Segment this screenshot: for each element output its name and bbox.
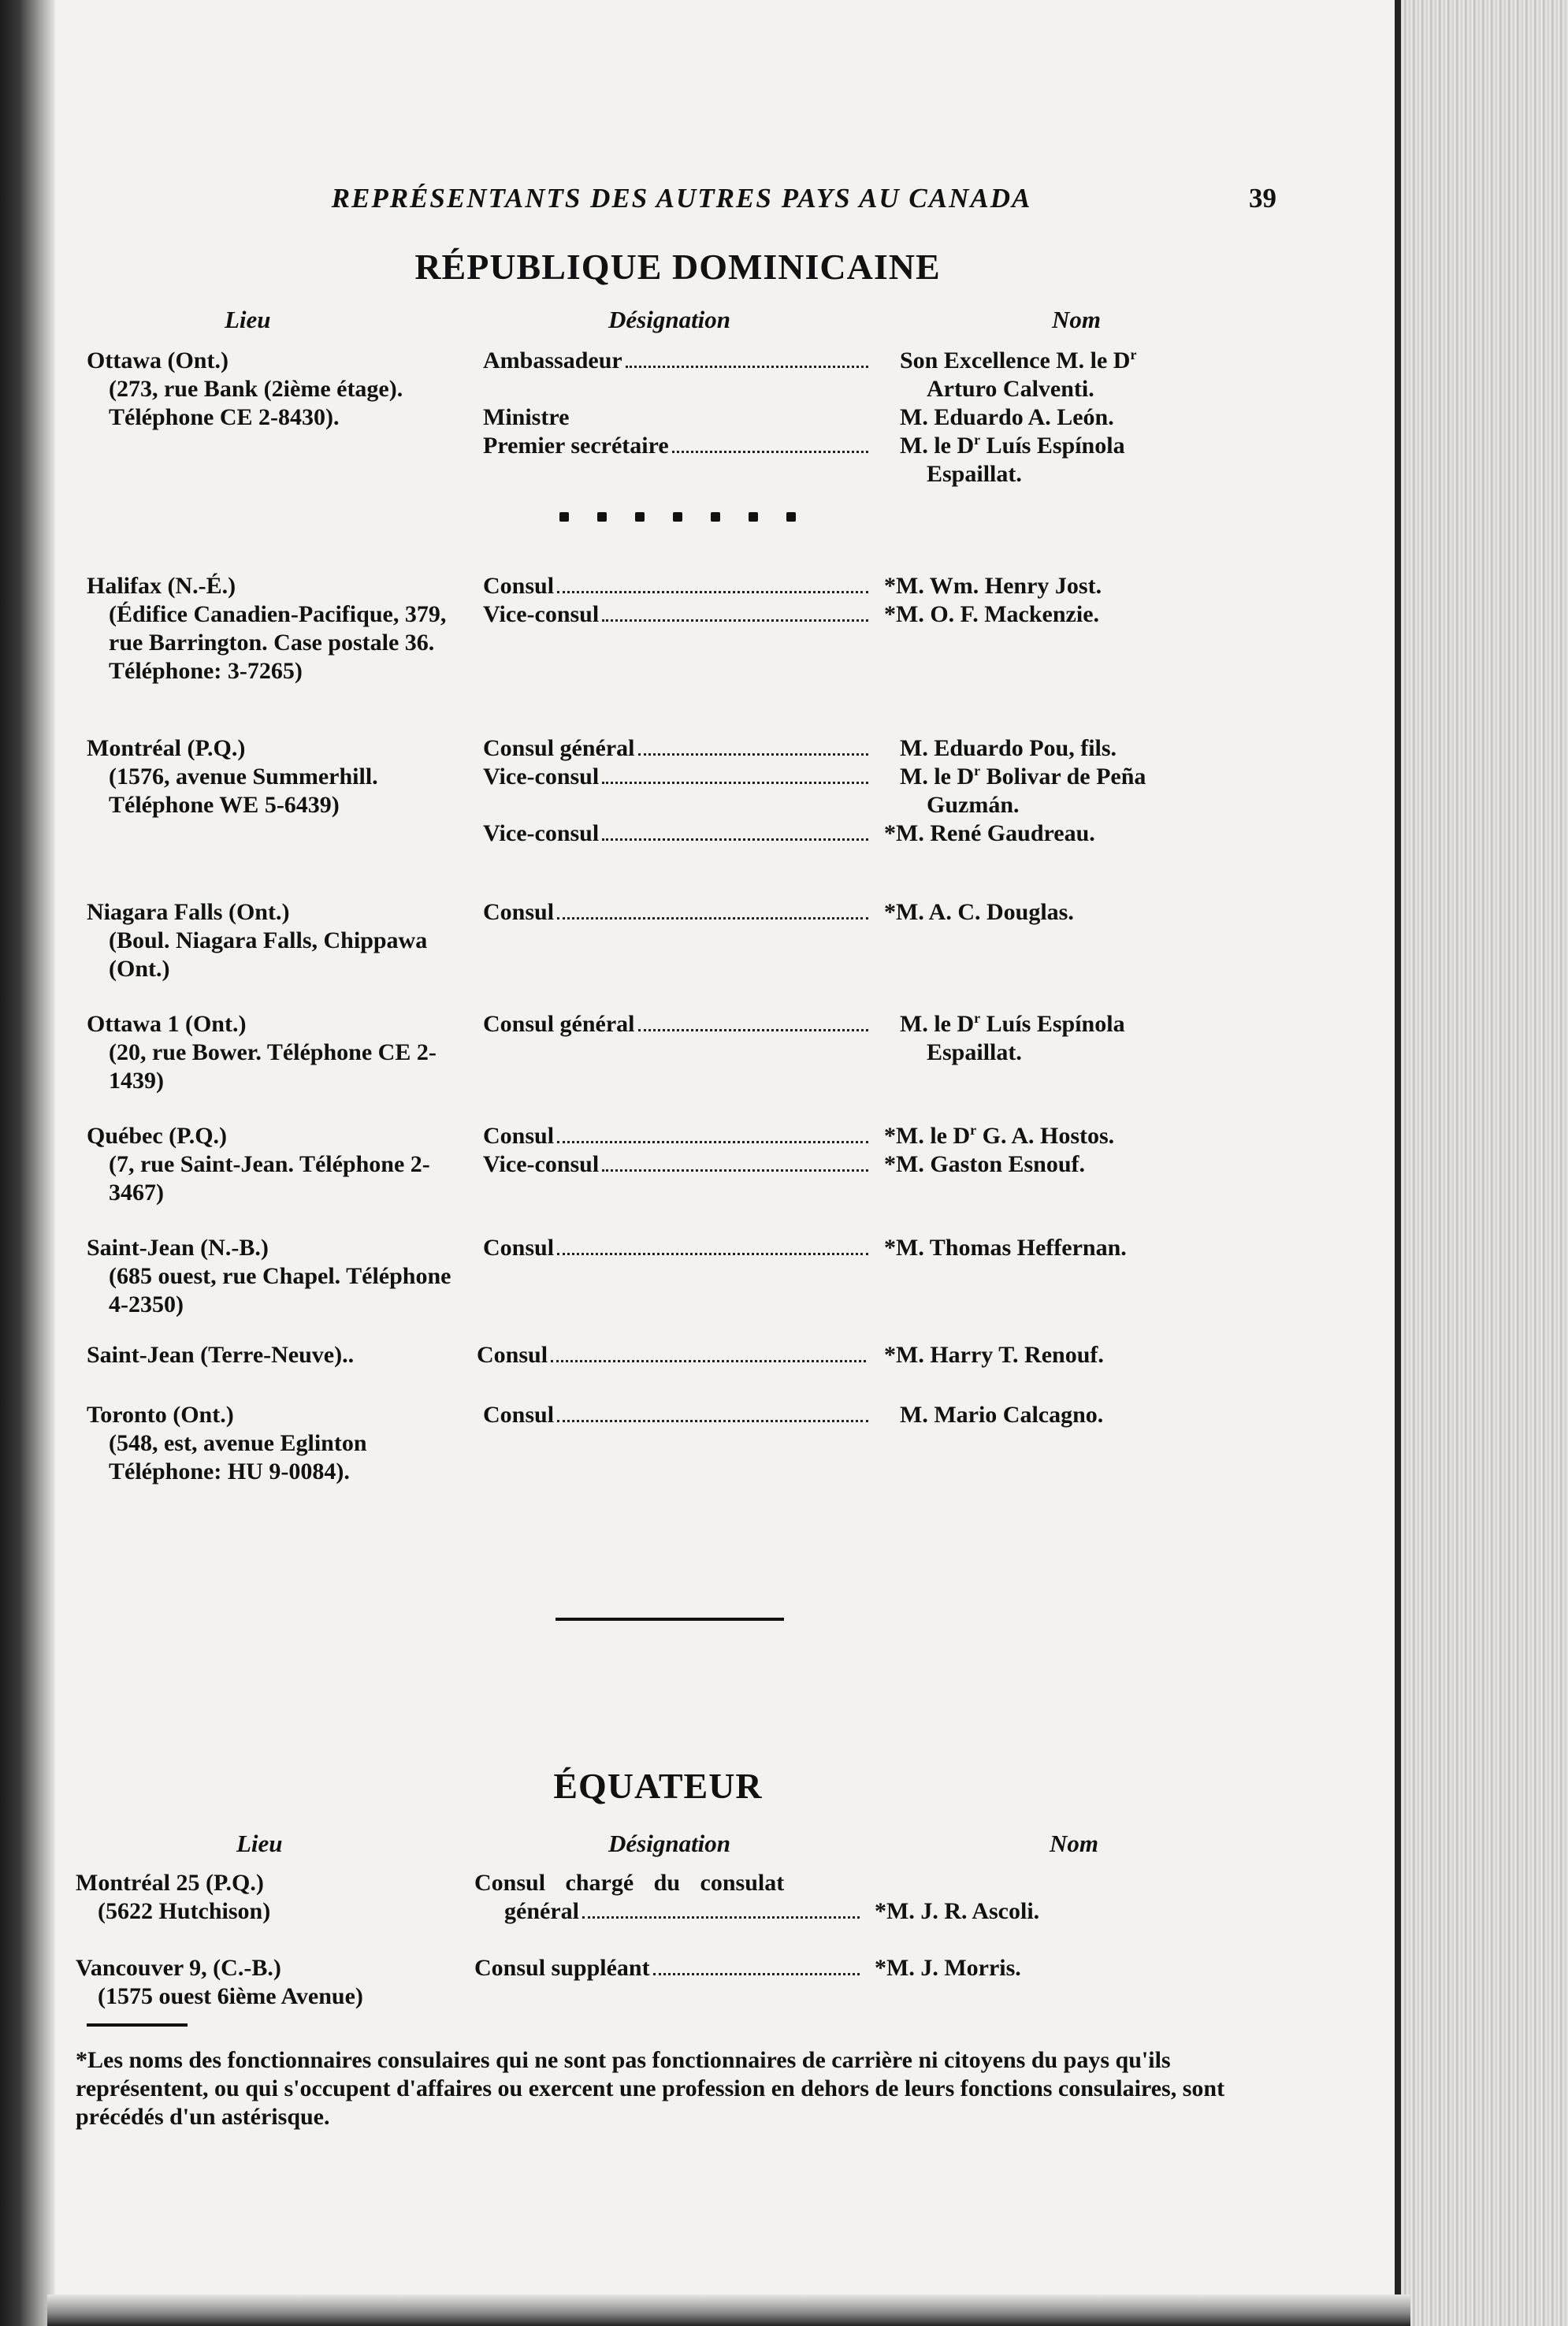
entry-roles bbox=[483, 1010, 873, 1039]
entry-lieu bbox=[76, 1869, 446, 1926]
role-line: Consul bbox=[483, 1401, 873, 1429]
entry-names: *M. A. C. Douglas. bbox=[884, 899, 1074, 925]
role-line: général bbox=[474, 1897, 864, 1926]
entry-address: (Boul. Niagara Falls, Chippawa (Ont.) bbox=[109, 927, 428, 982]
entry-names: *M. Wm. Henry Jost. *M. O. F. Mackenzie. bbox=[884, 573, 1102, 627]
entry-lieu bbox=[87, 347, 457, 432]
entry-city: Montréal 25 (P.Q.) bbox=[76, 1870, 264, 1896]
column-header-nom: Nom bbox=[1052, 306, 1101, 333]
entry-address: (685 ouest, rue Chapel. Téléphone 4-2350) bbox=[109, 1263, 451, 1317]
footnote-rule bbox=[87, 2023, 188, 2027]
entry-city: Vancouver 9, (C.-B.) bbox=[76, 1955, 281, 1981]
role-line: Consul bbox=[483, 1234, 873, 1262]
entry-roles bbox=[474, 1954, 864, 1982]
entry-lieu bbox=[87, 572, 457, 686]
entry-names: *M. Thomas Heffernan. bbox=[884, 1235, 1127, 1261]
entry-address: (5622 Hutchison) bbox=[98, 1898, 271, 1924]
entry-city: Halifax (N.-É.) bbox=[87, 573, 236, 599]
role-line: Premier secrétaire bbox=[483, 432, 873, 460]
entry-lieu bbox=[87, 1234, 457, 1319]
column-header-designation: Désignation bbox=[608, 306, 731, 333]
section-title-dominicaine: RÉPUBLIQUE DOMINICAINE bbox=[414, 247, 941, 287]
entry-address: (1576, avenue Summerhill. Téléphone WE 5-6439) bbox=[109, 764, 378, 818]
entry-roles bbox=[483, 347, 873, 460]
entry-lieu bbox=[87, 1122, 457, 1207]
role-line: Consul bbox=[483, 572, 873, 600]
entry-address: (Édifice Canadien-Pacifique, 379, rue Barrington. Case postale 36. Téléphone: 3-7265) bbox=[109, 601, 447, 684]
role-line: Vice-consul bbox=[483, 763, 873, 791]
entry-address: (7, rue Saint-Jean. Téléphone 2-3467) bbox=[109, 1151, 430, 1206]
entry-roles bbox=[474, 1869, 868, 1926]
role-line: Consul bbox=[483, 1122, 873, 1150]
column-header-lieu: Lieu bbox=[225, 306, 271, 333]
entry-roles bbox=[483, 572, 873, 629]
page-edge-bottom bbox=[47, 2294, 1410, 2326]
column-header-lieu: Lieu bbox=[236, 1830, 283, 1857]
role-line: Ministre bbox=[483, 404, 570, 430]
running-title: REPRÉSENTANTS DES AUTRES PAYS AU CANADA bbox=[331, 183, 1032, 214]
role-line: Vice-consul bbox=[483, 1150, 873, 1179]
entry-city: Saint-Jean (N.-B.) bbox=[87, 1235, 269, 1261]
entry-names: M. Mario Calcagno. bbox=[900, 1402, 1104, 1428]
entry-roles bbox=[477, 1341, 871, 1369]
entry-names: *M. J. R. Ascoli. bbox=[875, 1898, 1040, 1924]
entry-city: Ottawa (Ont.) bbox=[87, 347, 229, 373]
entry-lieu bbox=[87, 898, 457, 983]
entry-lieu bbox=[87, 1401, 457, 1486]
entry-lieu bbox=[87, 734, 457, 819]
entry-names: *M. Harry T. Renouf. bbox=[884, 1342, 1104, 1368]
entry-names: Son Excellence M. le $D^r$ Arturo Calventi. M. Eduardo A. León. M. le $D^r$ Luís Espínola Espaillat. bbox=[900, 347, 1137, 487]
column-header-nom: Nom bbox=[1050, 1830, 1098, 1857]
footnote: *Les noms des fonctionnaires consulaires qui ne sont pas fonctionnaires de carrière ni citoyens du pays qu'ils représentent, ou qui s'occupent d'affaires ou exercent une profession en dehors de leurs fonctions consulaires, sont précédés d'un astérisque. bbox=[76, 2047, 1225, 2130]
entry-lieu bbox=[76, 1954, 446, 2011]
entry-roles bbox=[483, 1122, 873, 1179]
entry-names: M. le $D^r$ Luís Espínola Espaillat. bbox=[900, 1010, 1125, 1065]
entry-lieu bbox=[87, 1010, 457, 1095]
role-line: Vice-consul bbox=[483, 600, 873, 629]
section-title-equateur: ÉQUATEUR bbox=[553, 1766, 763, 1806]
page-stack-edge-right bbox=[1395, 0, 1568, 2326]
entry-city: Saint-Jean (Terre-Neuve).. bbox=[87, 1342, 355, 1368]
entry-city: Toronto (Ont.) bbox=[87, 1402, 234, 1428]
entry-roles bbox=[483, 898, 873, 927]
column-header-designation: Désignation bbox=[608, 1830, 731, 1857]
running-head bbox=[87, 183, 1276, 222]
entry-names: M. Eduardo Pou, fils. M. le $D^r$ Bolivar de Peña Guzmán. *M. René Gaudreau. bbox=[884, 735, 1146, 846]
entry-names: *M. le $D^r$ G. A. Hostos. *M. Gaston Esnouf. bbox=[884, 1122, 1115, 1177]
role-line: Vice-consul bbox=[483, 819, 873, 848]
entry-city: Montréal (P.Q.) bbox=[87, 735, 246, 761]
entry-address: (1575 ouest 6ième Avenue) bbox=[98, 1983, 363, 2009]
entry-names: *M. J. Morris. bbox=[875, 1955, 1021, 1981]
entry-address: (20, rue Bower. Téléphone CE 2-1439) bbox=[109, 1039, 437, 1094]
entry-roles bbox=[483, 734, 873, 848]
role-line: Consul général bbox=[483, 1010, 873, 1039]
role-line: Consul suppléant bbox=[474, 1954, 864, 1982]
section-separator-dots bbox=[559, 512, 796, 522]
page-number: 39 bbox=[1249, 183, 1276, 214]
entry-city: Ottawa 1 (Ont.) bbox=[87, 1011, 247, 1037]
entry-address: (273, rue Bank (2ième étage). Téléphone CE 2-8430). bbox=[109, 376, 403, 430]
role-line: Consul bbox=[477, 1341, 871, 1369]
entry-city: Québec (P.Q.) bbox=[87, 1123, 228, 1149]
entry-roles bbox=[483, 1401, 873, 1429]
role-line: Consul bbox=[483, 898, 873, 927]
entry-city: Niagara Falls (Ont.) bbox=[87, 899, 290, 925]
role-line: Consul général bbox=[483, 734, 873, 763]
role-line: Consul chargé du consulat bbox=[474, 1870, 785, 1896]
section-divider-rule bbox=[555, 1618, 784, 1621]
entry-address: (548, est, avenue Eglinton Téléphone: HU 9-0084). bbox=[109, 1430, 367, 1484]
entry-lieu bbox=[87, 1341, 481, 1369]
entry-roles bbox=[483, 1234, 873, 1262]
role-line: Ambassadeur bbox=[483, 347, 873, 375]
binding-edge-left bbox=[0, 0, 55, 2326]
